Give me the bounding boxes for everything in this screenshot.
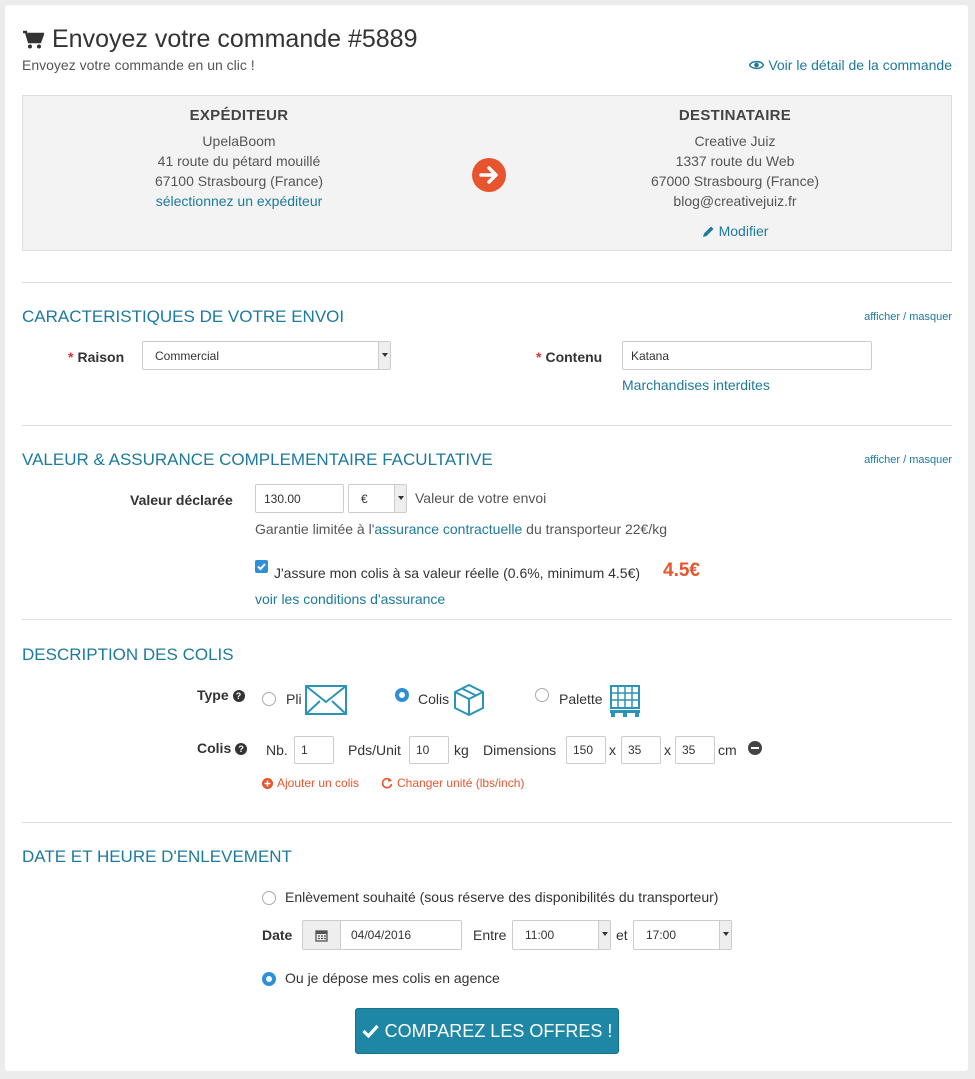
dim-separator: x [609,742,616,758]
add-parcel-link[interactable]: Ajouter un colis [262,776,359,790]
reason-select[interactable]: Commercial [142,341,391,370]
to-time-select[interactable]: 17:00 [633,920,732,950]
content-label: * Contenu [536,349,603,365]
parcels-section-title: DESCRIPTION DES COLIS [22,645,234,664]
weight-input[interactable]: 10 [409,736,449,764]
from-time-select[interactable]: 11:00 [512,920,611,950]
insure-checkbox[interactable] [255,560,268,573]
content-input[interactable]: Katana [622,341,872,370]
value-hint: Valeur de votre envoi [415,490,547,506]
agency-dropoff-label: Ou je dépose mes colis en agence [285,970,500,986]
type-pli-radio[interactable] [262,692,276,706]
shipment-toggle: afficher / masquer [864,311,952,323]
show-link[interactable]: afficher [864,454,901,466]
pickup-option-label: Enlèvement souhaité (sous réserve des disponibilités du transporteur) [285,889,719,905]
contract-insurance-link[interactable]: assurance contractuelle [374,521,523,537]
plus-circle-icon [262,778,273,789]
calendar-icon [303,921,341,949]
sender-name: UpelaBoom [202,133,276,149]
sender-heading: EXPÉDITEUR [189,107,289,124]
reason-label: * Raison [68,349,125,365]
recipient-city: 67000 Strasbourg (France) [650,173,820,189]
declared-value-label: Valeur déclarée [130,492,233,508]
type-pli-label: Pli [286,691,302,707]
help-icon: ? [235,743,247,755]
date-label: Date [262,927,293,943]
arrow-right-icon [472,158,506,192]
eye-icon [749,60,764,70]
length-input[interactable]: 150 [566,736,606,764]
divider [22,282,952,283]
insurance-conditions-link[interactable]: voir les conditions d'assurance [255,591,446,607]
compare-offers-button[interactable]: COMPAREZ LES OFFRES ! [355,1008,619,1054]
insurance-section-title: VALEUR & ASSURANCE COMPLEMENTAIRE FACULTATIVE [22,450,493,469]
between-label: Entre [473,927,507,943]
cart-icon [22,30,44,50]
recipient-heading: DESTINATAIRE [678,107,792,124]
nb-input[interactable]: 1 [294,736,334,764]
check-icon [362,1024,379,1038]
sender-city: 67100 Strasbourg (France) [154,173,324,189]
chevron-down-icon [598,921,610,949]
chevron-down-icon [394,485,406,512]
pickup-radio[interactable] [262,891,276,905]
insure-label: J'assure mon colis à sa valeur réelle (0.6%, minimum 4.5€) [274,565,641,581]
pencil-icon [702,225,715,238]
agency-dropoff-radio[interactable] [262,972,276,986]
type-colis-label: Colis [418,691,450,707]
address-box [22,95,952,251]
pickup-section-title: DATE ET HEURE D'ENLEVEMENT [22,847,292,866]
recipient-street: 1337 route du Web [675,153,795,169]
box-icon [452,683,486,717]
divider [22,822,952,823]
and-label: et [616,927,628,943]
guarantee-text: Garantie limitée à l'assurance contractuelle du transporteur 22€/kg [255,521,668,537]
select-sender-link[interactable]: sélectionnez un expéditeur [155,193,323,209]
date-input[interactable]: 04/04/2016 [302,920,462,950]
hide-link[interactable]: masquer [909,454,952,466]
dimensions-label: Dimensions [483,742,557,758]
weight-unit: kg [454,742,469,758]
page-title: Envoyez votre commande #5889 [22,25,418,54]
weight-label: Pds/Unit [348,742,401,758]
recipient-block [585,106,885,243]
width-input[interactable]: 35 [621,736,661,764]
divider [22,425,952,426]
declared-value-input[interactable]: 130.00 [255,484,344,513]
currency-select[interactable]: € [348,484,407,513]
shipment-section-title: CARACTERISTIQUES DE VOTRE ENVOI [22,307,345,326]
help-icon: ? [233,690,245,702]
nb-label: Nb. [266,742,288,758]
remove-circle-icon[interactable] [748,741,762,755]
insurance-toggle: afficher / masquer [864,454,952,466]
pallet-icon [609,684,641,718]
show-link[interactable]: afficher [864,311,901,323]
type-label: Type ? [197,687,245,703]
main-panel [5,5,968,1071]
type-colis-radio[interactable] [395,688,409,702]
dim-unit: cm [718,742,737,758]
page-subtitle: Envoyez votre commande en un clic ! [22,57,255,73]
type-palette-radio[interactable] [535,688,549,702]
forbidden-goods-link[interactable]: Marchandises interdites [622,377,770,393]
dim-separator: x [664,742,671,758]
order-detail-link[interactable]: Voir le détail de la commande [749,57,952,73]
type-palette-label: Palette [559,691,603,707]
chevron-down-icon [378,342,390,369]
hide-link[interactable]: masquer [909,311,952,323]
insurance-price: 4.5€ [663,560,700,581]
edit-recipient-link[interactable]: Modifier [702,221,769,241]
sender-street: 41 route du pétard mouillé [157,153,321,169]
sender-block [89,106,389,211]
colis-label: Colis ? [197,740,247,756]
refresh-icon [381,777,393,789]
divider [22,619,952,620]
recipient-name: Creative Juiz [694,133,776,149]
height-input[interactable]: 35 [675,736,715,764]
change-unit-link[interactable]: Changer unité (lbs/inch) [381,776,524,790]
chevron-down-icon [719,921,731,949]
envelope-icon [305,685,347,715]
recipient-email: blog@creativejuiz.fr [673,193,797,209]
